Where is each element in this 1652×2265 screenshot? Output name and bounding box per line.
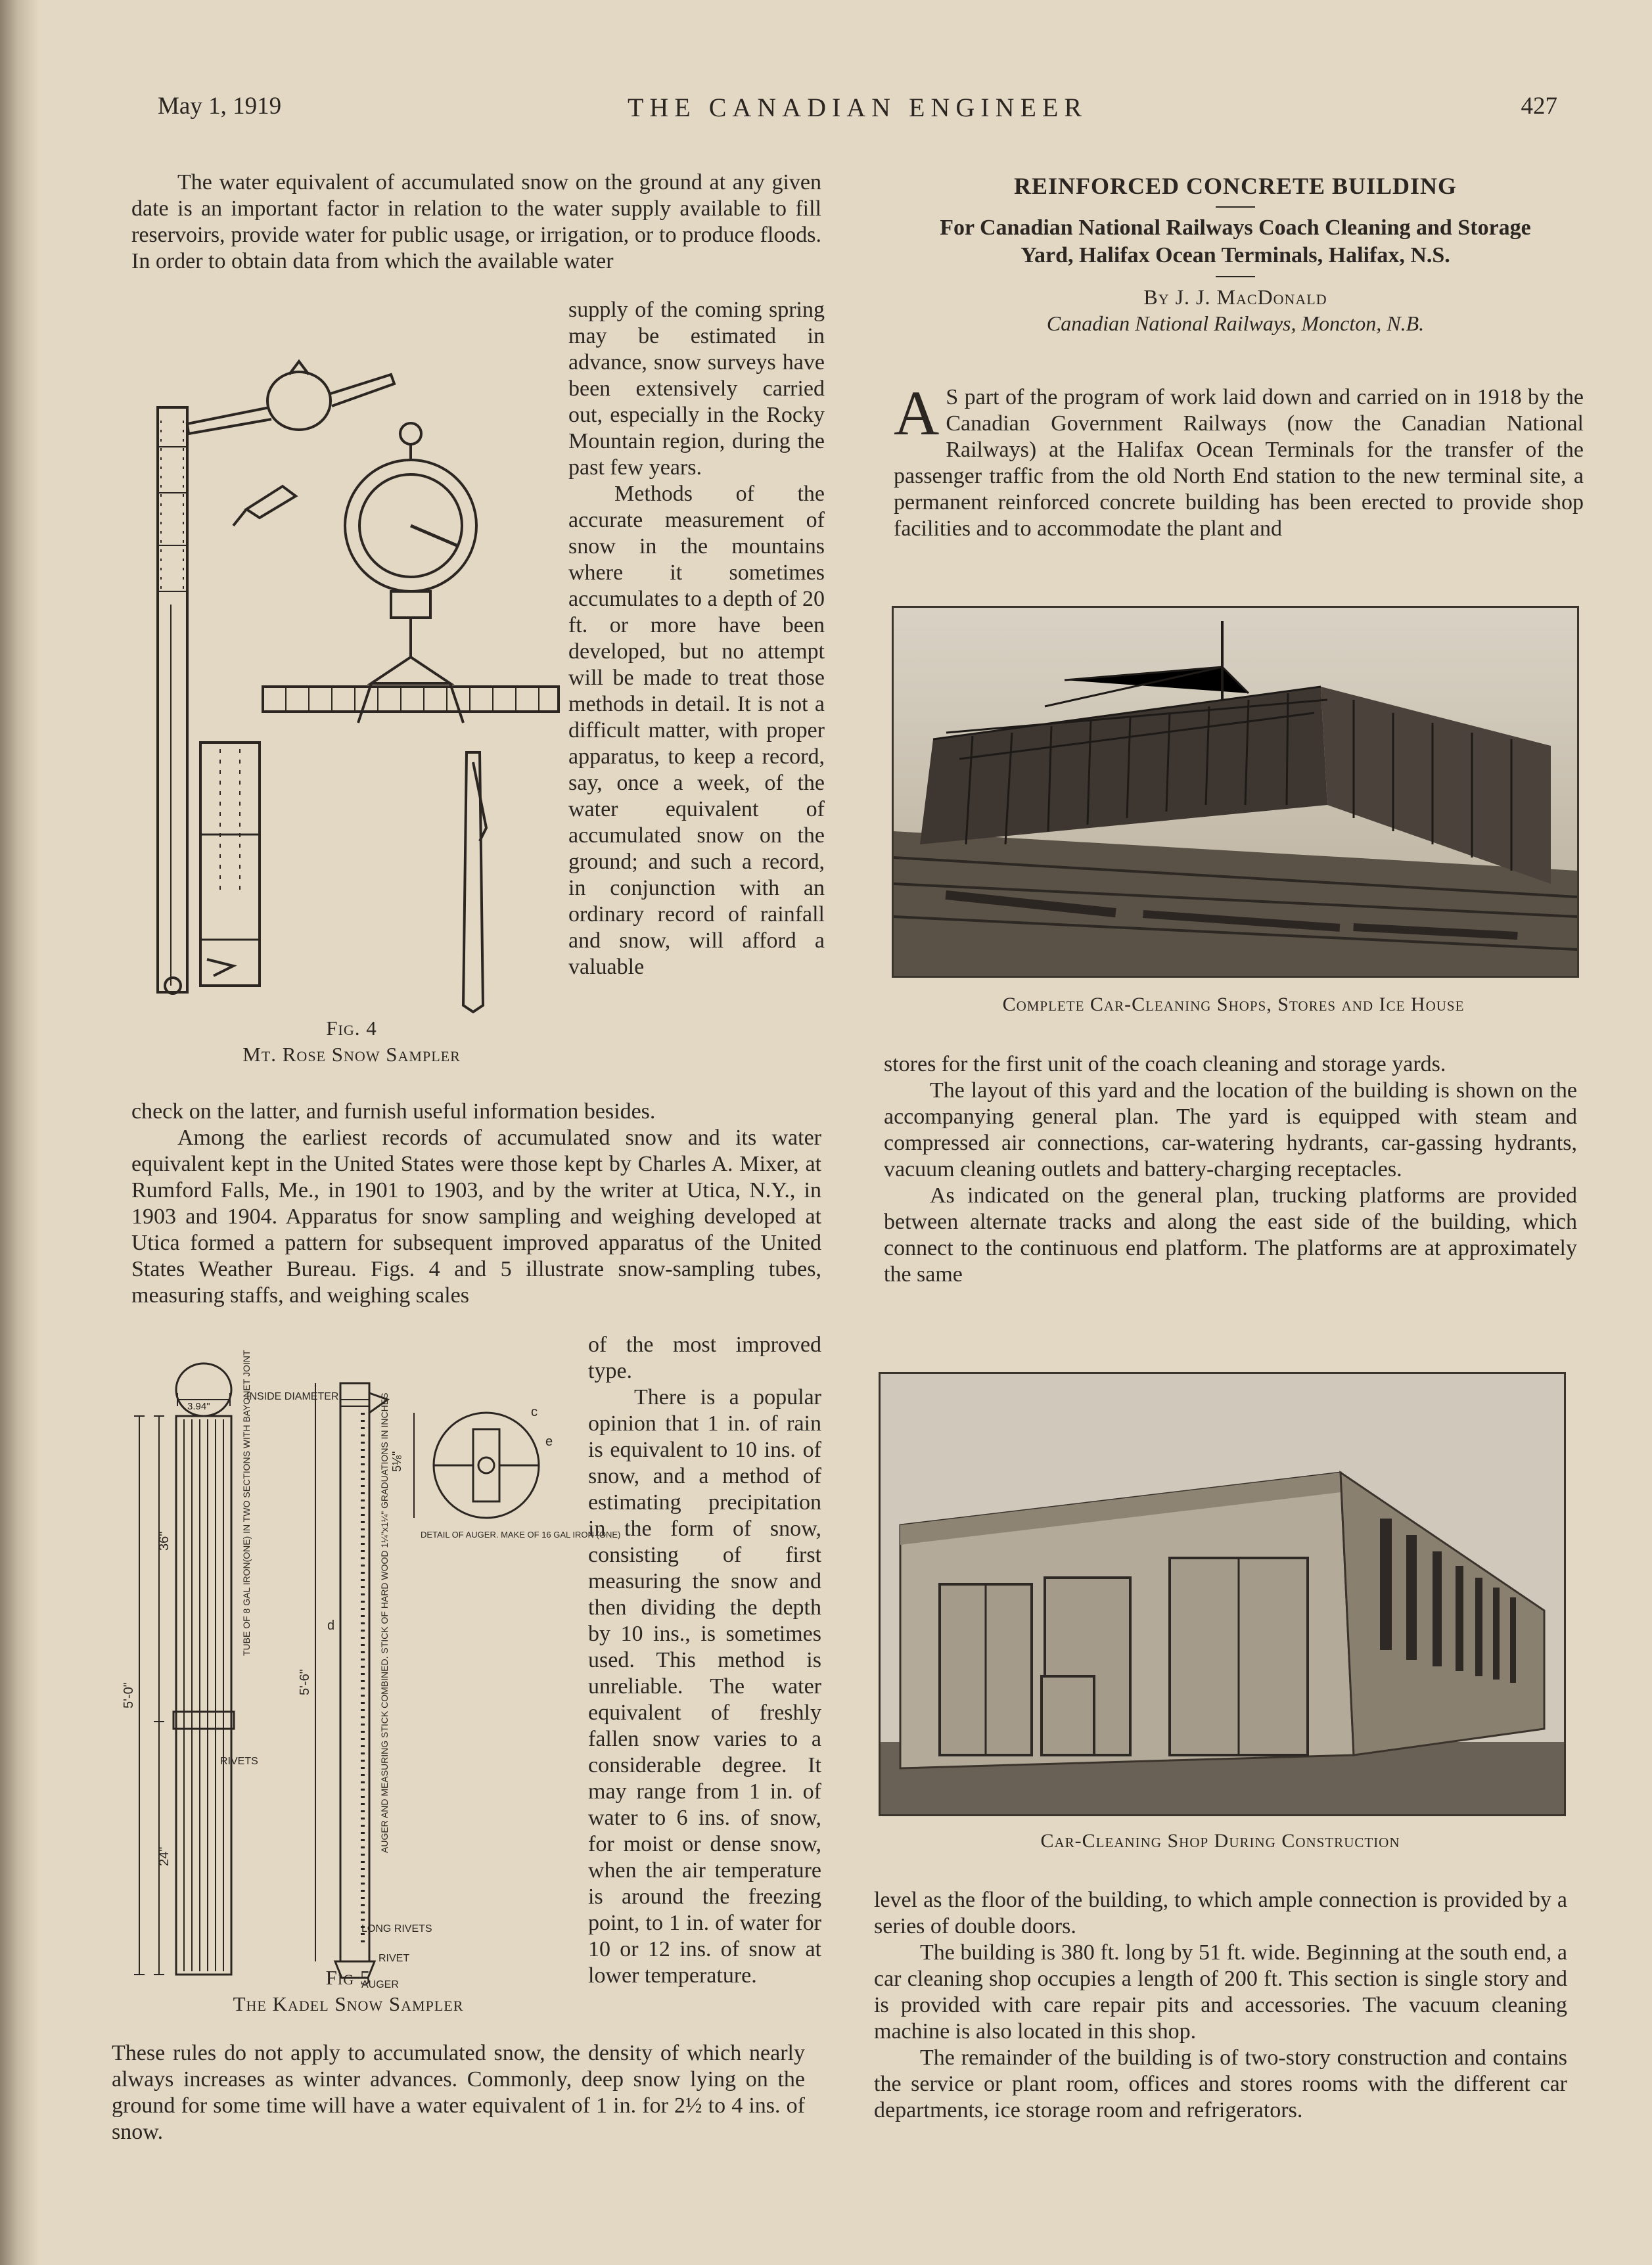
journal-title: THE CANADIAN ENGINEER — [627, 93, 1088, 122]
label-tube: TUBE OF 8 GAL IRON(ONE) IN TWO SECTIONS WITH BAYONET JOINT — [241, 1350, 252, 1656]
intro-paragraph: The water equivalent of accumulated snow on the ground at any given date is an important factor in relation to the water supply available to fill reservoirs, provide water for public usage, or irrigation, or to produce floods. In order to obtain data from which the available water — [131, 170, 821, 273]
label-rivets: RIVETS — [220, 1756, 258, 1767]
left-intro-full — [131, 170, 821, 275]
key-tool — [246, 486, 296, 518]
label-rivet: RIVET — [379, 1953, 410, 1964]
label-d: d — [327, 1618, 335, 1633]
clamp-ring — [267, 372, 331, 430]
intro-continued: supply of the coming spring may be estimated in advance, snow surveys have been extensively carried out, especially in the Rocky Mountain region, during the past few years. — [568, 298, 825, 480]
right-para1 — [894, 378, 1584, 542]
issue-date: May 1, 1919 — [158, 93, 282, 120]
article-header — [887, 172, 1584, 336]
label-long-rivets: LONG RIVETS — [361, 1923, 432, 1934]
label-dim-5-8: 5⅛" — [390, 1451, 403, 1472]
intro-paragraph-right: S part of the program of work laid down and carried on in 1918 by the Canadian Government Railways (now the Canadian National Railways) at the Halifax Ocean Terminals for the transfer of the passenger traffic from the old North End station to the new terminal site, a permanent reinforced concrete building has been erected to provide shop facilities and to accommodate the plant and — [894, 385, 1584, 541]
remainder-paragraph: The remainder of the building is of two-story construction and contains the service or plant room, offices and stores rooms with the different car departments, ice storage room and refrigerators. — [874, 2046, 1567, 2122]
measuring-staff — [340, 1383, 369, 1961]
rules-paragraph: These rules do not apply to accumulated snow, the density of which nearly always increases as winter advances. Commonly, deep snow lying on the ground for some time will have a water equivalent of 1 in. for 2½ to 4 ins. of snow. — [112, 2041, 805, 2144]
article-affiliation: Canadian National Railways, Moncton, N.B. — [1046, 311, 1425, 335]
left-intro-narrow — [568, 297, 825, 980]
earliest-records-paragraph: Among the earliest records of accumulated snow and its water equivalent kept in the United States were those kept by Charles A. Mixer, at Rumford Falls, Me., in 1901 to 1903, and by the writer at Utica, N.Y., in 1903 and 1904. Apparatus for snow sampling and weighing developed at Utica formed a pattern for subsequent improved apparatus of the United States Weather Bureau. Figs. 4 and 5 illustrate snow-sampling tubes, measuring staffs, and weighing scales — [131, 1126, 821, 1308]
article-byline: By J. J. MacDonald — [1143, 285, 1327, 309]
dropcap: A — [894, 378, 940, 448]
binding-shadow — [0, 0, 39, 2265]
photo-car-cleaning-shops-image — [894, 608, 1577, 976]
bayonet-joint — [173, 1712, 234, 1729]
right-bottom — [874, 1887, 1567, 2124]
subhead-rule — [1216, 276, 1255, 277]
scale-hanger — [371, 657, 450, 683]
title-rule — [1216, 206, 1255, 208]
label-staff: AUGER AND MEASURING STICK COMBINED. STICK OF HARD WOOD 1¼"x1¼" GRADUATIONS IN INCHES — [379, 1392, 390, 1853]
label-e: e — [545, 1434, 553, 1449]
dial-needle — [411, 526, 457, 545]
scale-hook-ring — [400, 423, 421, 444]
label-dim-36: 36" — [157, 1531, 172, 1551]
photo1-caption: Complete Car-Cleaning Shops, Stores and Ice House — [1002, 994, 1465, 1015]
fig4-title: Mt. Rose Snow Sampler — [242, 1043, 461, 1066]
earliest-continued: of the most improved type. — [588, 1333, 821, 1383]
fig5-number: Fig 5 — [325, 1966, 371, 1989]
photo-shop-during-construction-image — [881, 1374, 1564, 1814]
platforms-paragraph: As indicated on the general plan, trucking platforms are provided between alternate tracks and along the east side of the building, which connect to the continuous end platform. The platforms are at approximately the same — [884, 1183, 1577, 1287]
methods-continued: check on the latter, and furnish useful information besides. — [131, 1099, 656, 1124]
weighing-beam — [263, 687, 559, 712]
left-lower-narrow — [588, 1332, 821, 1989]
article-subhead-1: For Canadian National Railways Coach Cleaning and Storage — [940, 216, 1531, 240]
fig4-drawing — [141, 329, 562, 1012]
label-c: c — [531, 1405, 538, 1419]
label-dim-5-6: 5'-6" — [298, 1669, 312, 1695]
page-number: 427 — [1521, 93, 1557, 120]
dimensions-paragraph: The building is 380 ft. long by 51 ft. wide. Beginning at the south end, a car cleaning shop occupies a length of 200 ft. This section is single story and is provided with care repair pits and accessories. The vacuum cleaning machine is also located in this shop. — [874, 1940, 1567, 2044]
label-auger: AUGER — [361, 1979, 399, 1990]
running-header — [158, 92, 1557, 131]
label-detail: DETAIL OF AUGER. MAKE OF 16 GAL IRON (ONE) — [421, 1530, 621, 1540]
photo-car-cleaning-shops — [892, 606, 1579, 978]
popular-opinion-paragraph: There is a popular opinion that 1 in. of rain is equivalent to 10 ins. of snow, and a method of estimating precipitation in the form of snow, consisting of first measuring the snow and then dividing the depth by 10 ins., is sometimes used. This method is unreliable. The water equivalent of freshly fallen snow varies to a considerable degree. It may range from 1 in. of water to 6 ins. of snow, for moist or dense snow, when the air temperature is around the freezing point, to 1 in. of water for 10 or 12 ins. of snow at lower temperature. — [588, 1385, 821, 1988]
fig4-caption — [141, 1015, 562, 1068]
layout-paragraph: The layout of this yard and the location of the building is shown on the accompanying general plan. The yard is equipped with steam and compressed air connections, car-watering hydrants, car-gassing hydrants, vacuum cleaning outlets and battery-charging receptacles. — [884, 1078, 1577, 1181]
photo2-caption: Car-Cleaning Shop During Construction — [1040, 1830, 1400, 1852]
article-headline: REINFORCED CONCRETE BUILDING — [1013, 173, 1457, 199]
left-mid-full — [131, 1099, 821, 1309]
sampler-section — [200, 743, 260, 986]
fig5-caption — [118, 1965, 578, 2017]
article-subhead-2: Yard, Halifax Ocean Terminals, Halifax, N.S. — [1021, 243, 1450, 267]
left-bottom-full — [112, 2040, 805, 2145]
label-dim-5-0: 5'-0" — [122, 1682, 136, 1708]
methods-paragraph: Methods of the accurate measurement of snow in the mountains where it sometimes accumulates to a depth of 20 ft. or more have been developed, but no attempt will be made to treat those methods in detail. It is not a difficult matter, with proper apparatus, to keep a record, say, once a week, of the water equivalent of accumulated snow on the ground; and such a record, in conjunction with an ordinary record of rainfall and snow, will afford a valuable — [568, 482, 825, 979]
para1-continued: stores for the first unit of the coach cleaning and storage yards. — [884, 1052, 1446, 1076]
label-dim-inside: 3.94" — [187, 1401, 210, 1412]
fig4-number: Fig. 4 — [326, 1017, 377, 1040]
dim-line-36 — [154, 1416, 164, 1722]
fig5-title: The Kadel Snow Sampler — [233, 1992, 464, 2015]
clamp-handle-right — [329, 375, 394, 406]
right-mid — [884, 1051, 1577, 1288]
label-inside-diameter: INSIDE DIAMETER — [246, 1391, 339, 1402]
para3-continued: level as the floor of the building, to which ample connection is provided by a series of double doors. — [874, 1888, 1567, 1938]
photo-shop-during-construction — [879, 1372, 1566, 1816]
label-dim-24: 24" — [157, 1846, 172, 1866]
clamp-handle-left — [187, 407, 271, 434]
